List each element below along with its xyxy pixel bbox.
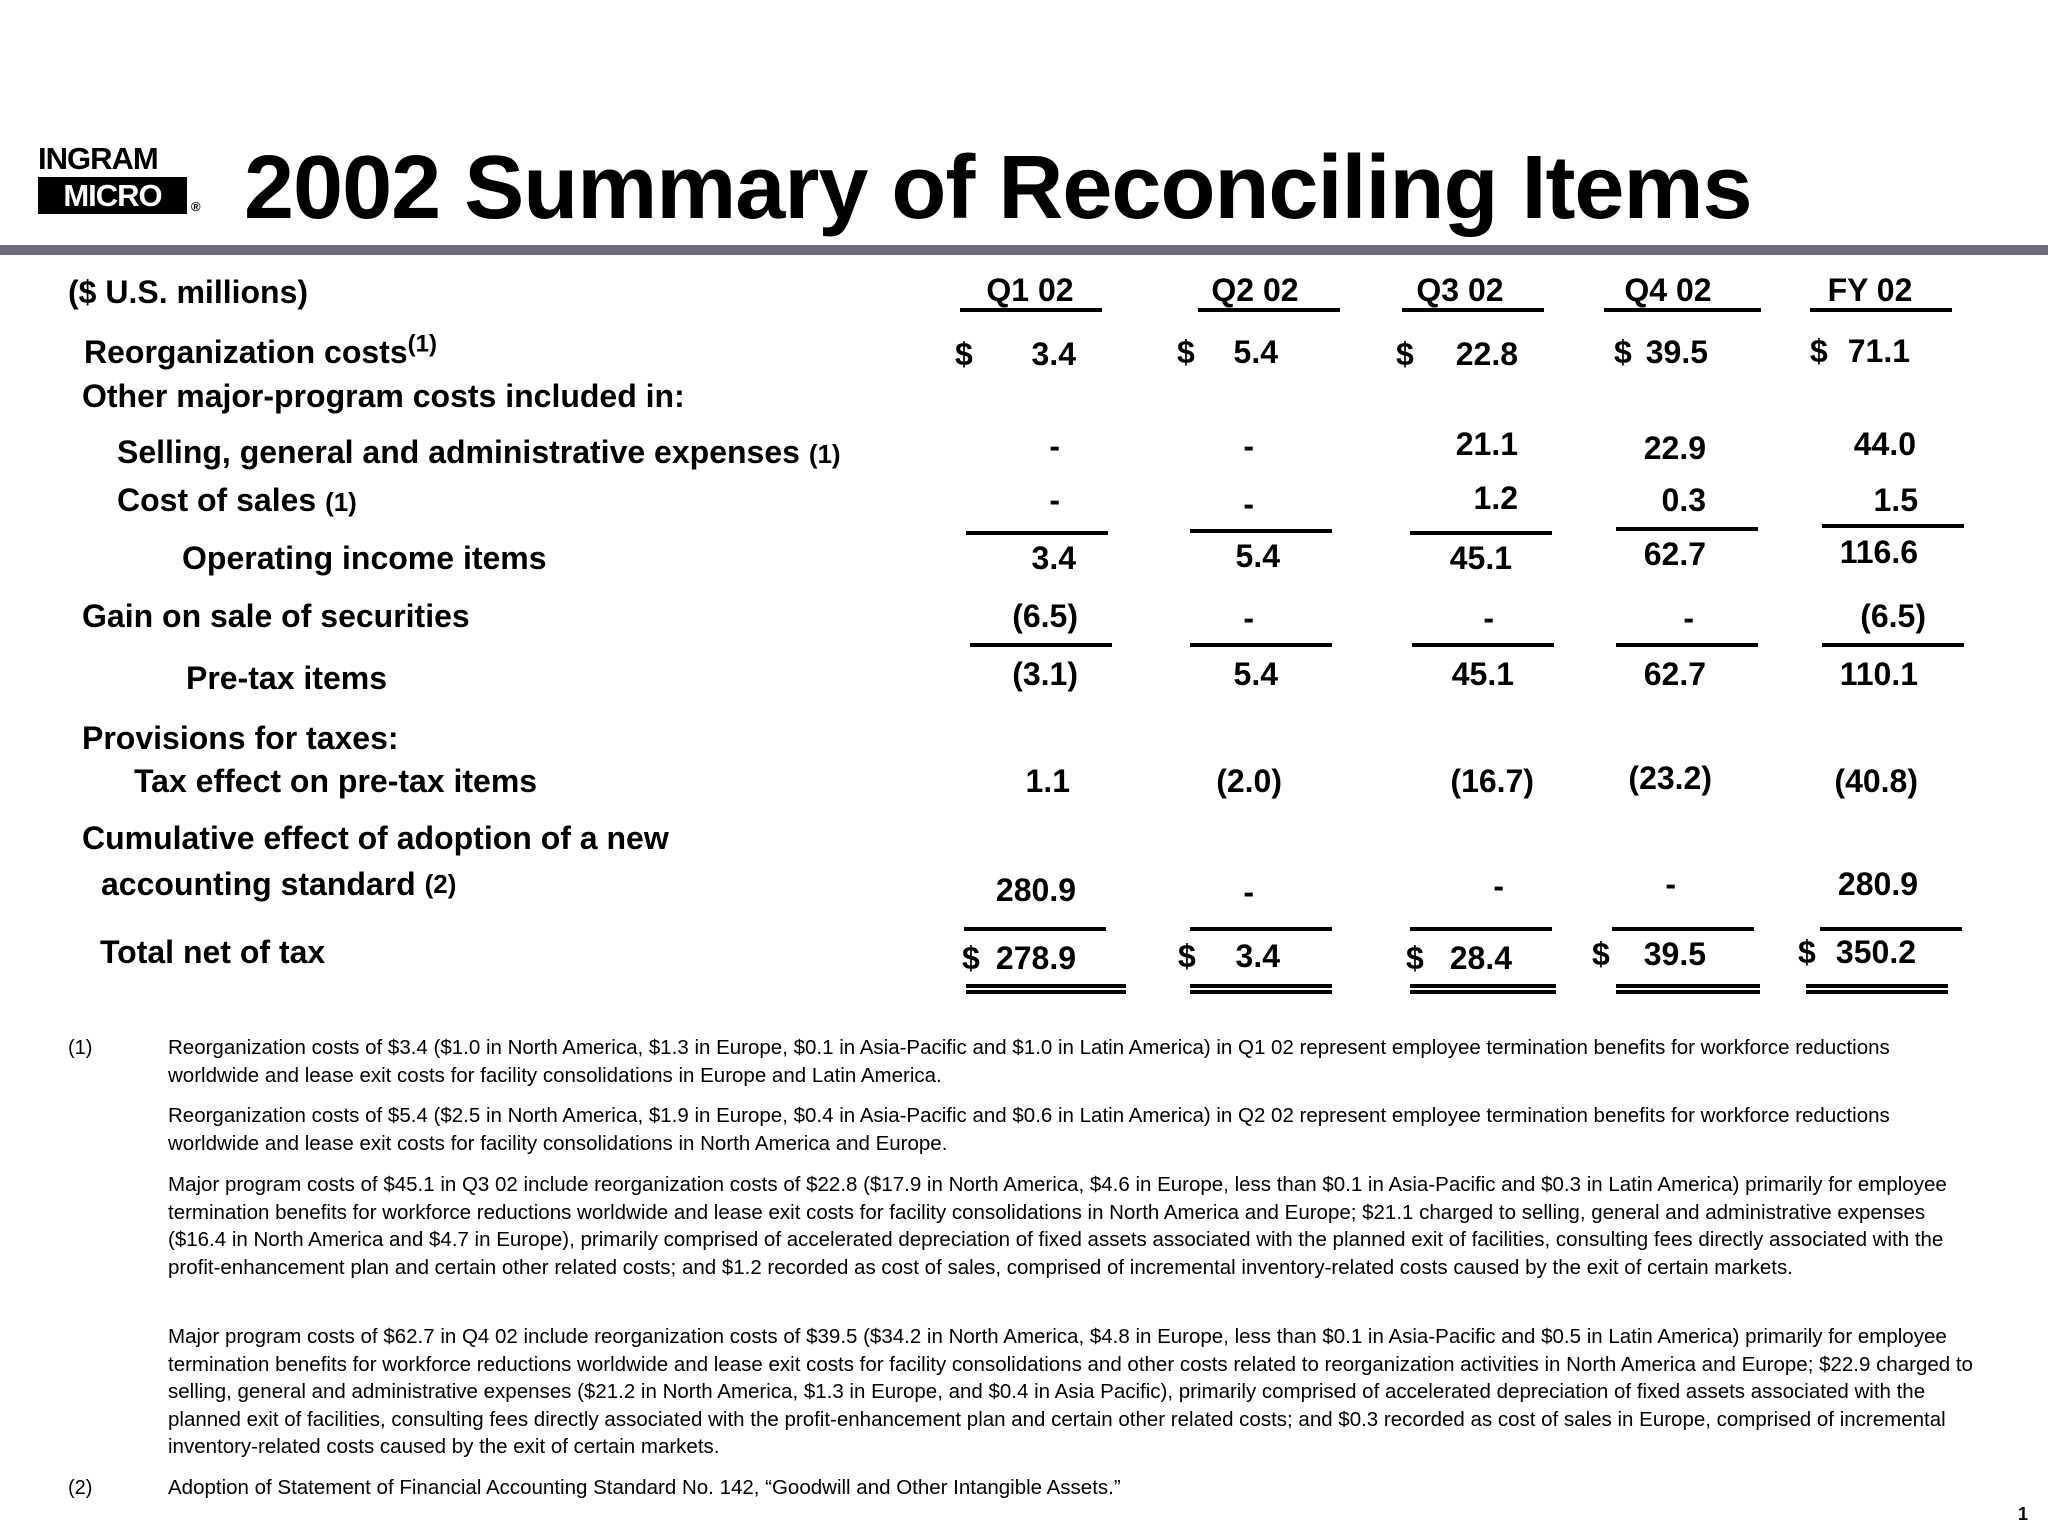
- title-rule: [0, 245, 2048, 255]
- value-q4: -: [1665, 866, 1676, 902]
- column-header-fy: FY 02: [1827, 272, 1913, 308]
- currency-symbol: $: [1810, 333, 1828, 369]
- value-q2: -: [1243, 486, 1254, 522]
- value-q2: -: [1243, 428, 1254, 464]
- subtotal-line-q3: [1410, 531, 1552, 535]
- row-label-text: Cost of sales: [117, 482, 317, 518]
- value-fy: (40.8): [1834, 763, 1918, 799]
- value-q2: 3.4: [1235, 938, 1280, 974]
- currency-symbol: $: [1396, 336, 1414, 372]
- value-q4: 39.5: [1645, 334, 1708, 370]
- row-label-gain-on-sale: Gain on sale of securities: [82, 598, 470, 634]
- currency-symbol: $: [962, 940, 980, 976]
- value-q2: -: [1243, 874, 1254, 910]
- value-fy: 116.6: [1839, 534, 1918, 570]
- value-q4: (23.2): [1628, 760, 1712, 796]
- value-q3: 22.8: [1455, 336, 1518, 372]
- footnote-1-paragraph-1: Reorganization costs of $3.4 ($1.0 in North America, $1.3 in Europe, $0.1 in Asia-Pacific and $1.0 in Latin America) in Q1 02 represent employee termination benefits for workforce reductions worldwide and lease exit costs for facility consolidations in Europe and Latin America.: [168, 1036, 1890, 1087]
- header-underline-q3: [1402, 308, 1544, 312]
- subtotal-line-q4: [1616, 527, 1758, 531]
- header-underline-fy: [1810, 308, 1952, 312]
- column-header-q1: Q1 02: [986, 272, 1074, 308]
- subtotal-line-fy: [1822, 643, 1964, 647]
- row-label-reorganization-costs: [84, 330, 437, 370]
- subtotal-line-q3: [1410, 927, 1552, 931]
- row-label-cost-of-sales: [117, 482, 357, 520]
- currency-symbol: $: [1798, 934, 1816, 970]
- total-double-underline-fy: [1806, 984, 1948, 994]
- subtotal-line-q1: [970, 643, 1112, 647]
- value-q3: 21.1: [1455, 426, 1518, 462]
- logo-top-text: INGRAM: [38, 141, 158, 176]
- row-label-sga: [117, 434, 841, 472]
- currency-symbol: $: [955, 336, 973, 372]
- value-q3: 1.2: [1473, 480, 1518, 516]
- row-label-pre-tax-items: Pre-tax items: [186, 660, 387, 696]
- value-fy: (6.5): [1860, 598, 1926, 634]
- subtotal-line-q1: [964, 927, 1106, 931]
- footnote-1-paragraph-2: Reorganization costs of $5.4 ($2.5 in North America, $1.9 in Europe, $0.4 in Asia-Pacific and $0.6 in Latin America) in Q2 02 represent employee termination benefits for workforce reductions worldwide and lease exit costs for facility consolidations in North America and Europe.: [168, 1104, 1890, 1155]
- currency-symbol: $: [1177, 334, 1195, 370]
- currency-symbol: $: [1178, 938, 1196, 974]
- row-label-text: Selling, general and administrative expenses: [117, 434, 800, 470]
- value-q1: (6.5): [1012, 598, 1078, 634]
- subtotal-line-fy: [1820, 927, 1962, 931]
- value-q1: 3.4: [1031, 540, 1076, 576]
- currency-symbol: $: [1406, 940, 1424, 976]
- subtotal-line-q2: [1190, 529, 1332, 533]
- footnote-ref: (1): [325, 487, 357, 517]
- value-q4: 22.9: [1643, 430, 1706, 466]
- value-fy: 110.1: [1839, 656, 1918, 692]
- subtotal-line-q1: [966, 531, 1108, 535]
- header-underline-q1: [960, 308, 1102, 312]
- value-q2: 5.4: [1235, 538, 1280, 574]
- footnote-1-paragraph-3: Major program costs of $45.1 in Q3 02 include reorganization costs of $22.8 ($17.9 in North America, $4.6 in Europe, less than $0.1 in Asia-Pacific and $0.3 in Latin America) primarily for employee termination benefits for workforce reductions worldwide and lease exit costs for facility consolidations in North America and Europe; $21.1 charged to selling, general and administrative expenses ($16.4 in North America and $4.7 in Europe), primarily comprised of accelerated depreciation of fixed assets associated with the planned exit of facilities, consulting fees directly associated with the profit-enhancement plan and certain other related costs; and $1.2 recorded as cost of sales, comprised of incremental inventory-related costs caused by the exit of certain markets.: [168, 1173, 1947, 1279]
- value-q1: 280.9: [995, 872, 1076, 908]
- footnote-2-paragraph-1: Adoption of Statement of Financial Accounting Standard No. 142, “Goodwill and Other Intangible Assets.”: [168, 1476, 1121, 1499]
- footnote-ref: (1): [407, 330, 437, 358]
- value-q1: -: [1049, 428, 1060, 464]
- page-number: 1: [2017, 1504, 2028, 1524]
- total-double-underline-q2: [1190, 984, 1332, 994]
- row-label-total-net-of-tax: Total net of tax: [100, 934, 326, 970]
- row-label-accounting-standard: [101, 866, 456, 902]
- value-q3: -: [1483, 600, 1494, 636]
- value-q2: 5.4: [1233, 656, 1278, 692]
- logo-box-text: MICRO: [38, 177, 187, 214]
- value-q1: 278.9: [995, 940, 1076, 976]
- row-label-provisions-for-taxes: Provisions for taxes:: [82, 720, 399, 756]
- value-fy: 71.1: [1847, 333, 1910, 369]
- row-label-text: accounting standard: [101, 866, 416, 902]
- value-fy: 1.5: [1873, 482, 1918, 518]
- subtotal-line-q2: [1190, 927, 1332, 931]
- row-label-other-major-program: Other major-program costs included in:: [82, 378, 685, 414]
- units-label: ($ U.S. millions): [68, 274, 309, 310]
- footnote-ref: (1): [808, 439, 841, 469]
- value-q3: -: [1493, 868, 1504, 904]
- footnote-marker-2: (2): [68, 1477, 93, 1499]
- page-title: 2002 Summary of Reconciling Items: [244, 138, 1752, 238]
- currency-symbol: $: [1614, 334, 1632, 370]
- value-fy: 44.0: [1853, 426, 1916, 462]
- total-double-underline-q4: [1616, 984, 1760, 994]
- row-label-operating-income-items: Operating income items: [182, 540, 547, 576]
- value-q4: 62.7: [1643, 656, 1706, 692]
- subtotal-line-q2: [1190, 643, 1332, 647]
- value-q1: 3.4: [1031, 336, 1076, 372]
- value-fy: 350.2: [1835, 934, 1916, 970]
- value-q4: 62.7: [1643, 536, 1706, 572]
- value-fy: 280.9: [1837, 866, 1918, 902]
- footnote-marker-1: (1): [68, 1037, 93, 1059]
- column-header-q4: Q4 02: [1624, 272, 1712, 308]
- subtotal-line-fy: [1822, 524, 1964, 528]
- column-header-q2: Q2 02: [1211, 272, 1299, 308]
- value-q3: 45.1: [1449, 540, 1512, 576]
- subtotal-line-q4: [1616, 643, 1758, 647]
- footnote-ref: (2): [424, 869, 457, 899]
- subtotal-line-q4: [1612, 927, 1754, 931]
- ingram-micro-logo: [38, 143, 208, 221]
- value-q3: 28.4: [1449, 940, 1512, 976]
- value-q2: 5.4: [1233, 334, 1278, 370]
- header-underline-q2: [1198, 308, 1340, 312]
- value-q4: -: [1683, 600, 1694, 636]
- value-q4: 39.5: [1643, 936, 1706, 972]
- header-underline-q4: [1604, 308, 1761, 312]
- logo-registered-mark: ®: [191, 199, 201, 214]
- value-q3: 45.1: [1451, 656, 1514, 692]
- row-label-tax-effect: Tax effect on pre-tax items: [134, 763, 538, 799]
- value-q4: 0.3: [1661, 482, 1706, 518]
- value-q2: (2.0): [1216, 763, 1282, 799]
- subtotal-line-q3: [1412, 643, 1554, 647]
- value-q1: 1.1: [1025, 763, 1070, 799]
- row-label-text: Reorganization costs: [84, 334, 408, 370]
- value-q2: -: [1243, 600, 1254, 636]
- column-header-q3: Q3 02: [1416, 272, 1504, 308]
- row-label-cumulative-effect: Cumulative effect of adoption of a new: [82, 820, 669, 856]
- currency-symbol: $: [1592, 936, 1610, 972]
- value-q3: (16.7): [1450, 763, 1534, 799]
- total-double-underline-q1: [966, 984, 1126, 994]
- value-q1: (3.1): [1012, 656, 1078, 692]
- footnote-1-paragraph-4: Major program costs of $62.7 in Q4 02 include reorganization costs of $39.5 ($34.2 in North America, $4.8 in Europe, less than $0.1 in Asia-Pacific and $0.5 in Latin America) primarily for employee termination benefits for workforce reductions worldwide and lease exit costs for facility consolidations and other costs related to reorganization activities in North America and Europe; $22.9 charged to selling, general and administrative expenses ($21.2 in North America, $1.3 in Europe, and $0.4 in Asia Pacific), primarily comprised of accelerated depreciation of fixed assets associated with the planned exit of facilities, consulting fees directly associated with the profit-enhancement plan and certain other related costs; and $0.3 recorded as cost of sales in Europe, comprised of incremental inventory-related costs caused by the exit of certain markets.: [168, 1325, 1973, 1458]
- value-q1: -: [1049, 482, 1060, 518]
- total-double-underline-q3: [1410, 984, 1556, 994]
